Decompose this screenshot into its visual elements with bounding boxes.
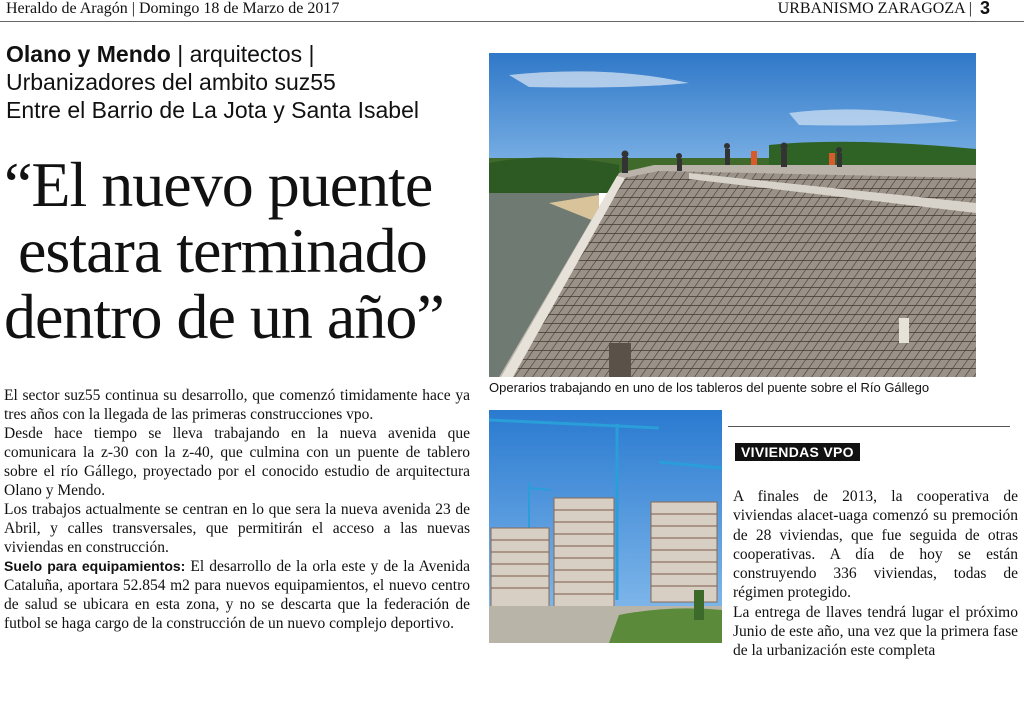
kicker-role: | arquitectos | <box>170 41 315 67</box>
body-paragraph-3: Los trabajos actualmente se centran en lo que sera la nueva avenida 23 de Abril, y calles transversales, que permitirán el acceso a las nuevas viviendas en construcción. <box>4 501 470 556</box>
header-rule <box>0 21 1024 22</box>
headline <box>4 149 474 352</box>
body-paragraph-2: Desde hace tiempo se lleva trabajando en la nueva avenida que comunicara la z-30 con la z-40, que culmina con un puente de tablero sobre el río Gállego, proyectado por el conocido estudio de arquitectura Olano y Mendo. <box>4 425 470 499</box>
kicker-line2: Urbanizadores del ambito suz55 <box>6 69 336 95</box>
article-kicker <box>6 40 419 124</box>
section-name: URBANISMO ZARAGOZA | <box>777 0 972 17</box>
photo-caption: Operarios trabajando en uno de los tableros del puente sobre el Río Gállego <box>489 380 930 395</box>
kicker-line3: Entre el Barrio de La Jota y Santa Isabel <box>6 97 419 123</box>
sidebar-paragraph-2: La entrega de llaves tendrá lugar el próximo Junio de este año, una vez que la primera fase de la urbanización este completa <box>733 603 1018 660</box>
article-body <box>4 386 470 633</box>
sidebar-badge: VIVIENDAS VPO <box>735 443 860 461</box>
headline-line2: estara terminado <box>18 215 427 286</box>
subheading: Suelo para equipamientos: <box>4 558 186 574</box>
sidebar-rule <box>728 426 1010 427</box>
body-paragraph-1: El sector suz55 continua su desarrollo, que comenzó timidamente hace ya tres años con la llegada de las primeras construcciones vpo. <box>4 387 470 423</box>
bridge-construction-photo <box>489 53 976 377</box>
section-header <box>778 0 990 21</box>
newspaper-dateline: Heraldo de Aragón | Domingo 18 de Marzo de 2017 <box>6 0 340 17</box>
body-paragraph-4 <box>4 557 470 633</box>
body-paragraph-4-text: El desarrollo de la orla este y de la Avenida Cataluña, aportara 52.854 m2 para nuevos equipamientos, el nuevo centro de salud se ubicara en esta zona, y no se descarta que la federación de futbol se haga cargo de la construcción de un nuevo complejo deportivo. <box>4 558 470 632</box>
kicker-firm: Olano y Mendo <box>6 41 171 67</box>
sidebar-paragraph-1: A finales de 2013, la cooperativa de viviendas alacet-uaga comenzó su premoción de 28 viviendas, que fue seguida de otras cooperativas. A día de hoy se están construyendo 336 viviendas, todas de régimen protegido. <box>733 488 1018 602</box>
headline-line3: dentro de un año” <box>4 281 444 352</box>
housing-construction-photo <box>489 410 722 643</box>
page-number: 3 <box>979 0 990 18</box>
headline-line1: “El nuevo puente <box>4 149 433 220</box>
sidebar-body <box>733 487 1018 661</box>
